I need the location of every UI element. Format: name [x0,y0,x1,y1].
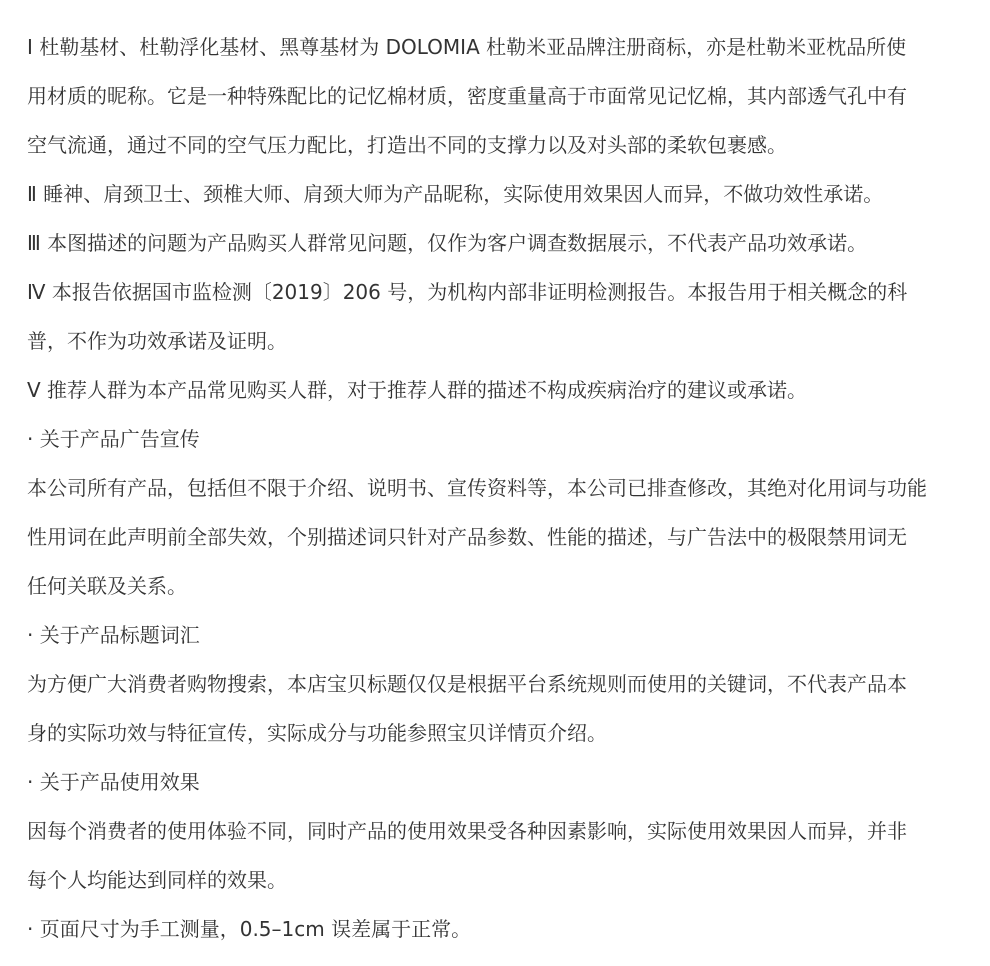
size-measurement-note: · 页面尺寸为手工测量，0.5–1cm 误差属于正常。 [27,917,472,941]
clause-1-line-2: 用材质的昵称。它是一种特殊配比的记忆棉材质，密度重量高于市面常见记忆棉，其内部透气孔中有 [27,84,907,108]
usage-effect-paragraph-line-1: 因每个消费者的使用体验不同，同时产品的使用效果受各种因素影响，实际使用效果因人而异，并非 [27,819,907,843]
clause-2-line-1: Ⅱ 睡神、肩颈卫士、颈椎大师、肩颈大师为产品昵称，实际使用效果因人而异，不做功效性承诺。 [27,182,884,206]
advertising-paragraph-line-1: 本公司所有产品，包括但不限于介绍、说明书、宣传资料等，本公司已排查修改，其绝对化用词与功能 [27,476,927,500]
usage-effect-paragraph-line-2: 每个人均能达到同样的效果。 [27,868,287,892]
section-heading-title-terms: · 关于产品标题词汇 [27,623,200,647]
advertising-paragraph-line-2: 性用词在此声明前全部失效，个别描述词只针对产品参数、性能的描述，与广告法中的极限禁用词无 [27,525,907,549]
clause-1-line-3: 空气流通，通过不同的空气压力配比，打造出不同的支撑力以及对头部的柔软包裹感。 [27,133,787,157]
clause-1-line-1: Ⅰ 杜勒基材、杜勒浮化基材、黑尊基材为 DOLOMIA 杜勒米亚品牌注册商标，亦是杜勒米亚枕品所使 [27,35,907,59]
clause-3-line-1: Ⅲ 本图描述的问题为产品购买人群常见问题，仅作为客户调查数据展示，不代表产品功效承诺。 [27,231,868,255]
title-terms-paragraph-line-2: 身的实际功效与特征宣传，实际成分与功能参照宝贝详情页介绍。 [27,721,607,745]
clause-4-line-1: Ⅳ 本报告依据国市监检测〔2019〕206 号，为机构内部非证明检测报告。本报告用于相关概念的科 [27,280,908,304]
section-heading-usage-effect: · 关于产品使用效果 [27,770,200,794]
clause-4-line-2: 普，不作为功效承诺及证明。 [27,329,287,353]
clause-5-line-1: Ⅴ 推荐人群为本产品常见购买人群，对于推荐人群的描述不构成疾病治疗的建议或承诺。 [27,378,808,402]
advertising-paragraph-line-3: 任何关联及关系。 [27,574,187,598]
title-terms-paragraph-line-1: 为方便广大消费者购物搜索，本店宝贝标题仅仅是根据平台系统规则而使用的关键词，不代表产品本 [27,672,907,696]
section-heading-advertising: · 关于产品广告宣传 [27,427,200,451]
